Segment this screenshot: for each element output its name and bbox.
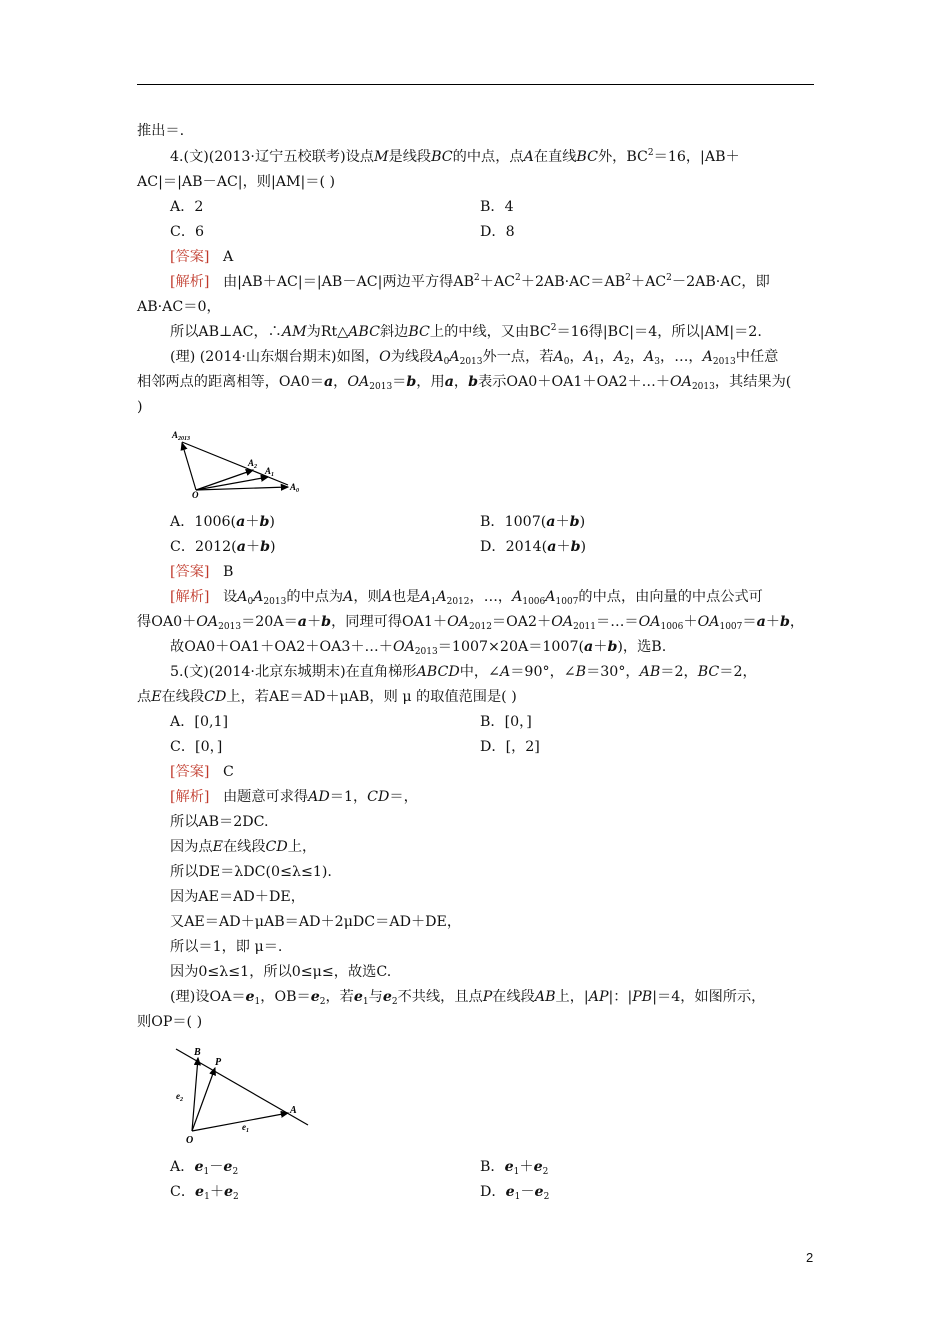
segment-a2013-a0 <box>182 442 288 485</box>
option-b: B．[0，] <box>480 714 532 730</box>
answer-tag: [答案] <box>170 249 210 265</box>
header-rule <box>137 84 814 85</box>
option-a: A．2 <box>170 199 204 215</box>
question-4b-header: (理) (2014·山东烟台期末)如图，O为线段$A_0A_{2013}$外一点，若$A_0$，$A_1$，$A_2$，$A_3$，…，$A_{2013}$中任意 <box>170 349 779 367</box>
answer-line: [答案] B <box>170 564 234 580</box>
label-a: A <box>290 1105 297 1116</box>
option-c: C．6 <box>170 224 205 240</box>
answer-tag: [答案] <box>170 564 210 580</box>
analysis-line: [解析] 由|AB＋AC|＝|AB－AC|两边平方得$AB^2+AC^2+2AB\cdot AC=AB^2+AC^2-2AB\cdot AC$，即 <box>170 273 770 290</box>
analysis-line: 因为点E在线段CD上， <box>170 839 317 855</box>
option-b: B．4 <box>480 199 514 215</box>
text-line: 推出＝. <box>137 123 185 139</box>
analysis-line: [解析] 设$A_0A_{2013}$的中点为A，则A也是$A_1A_{2012}$，…，$A_{1006}A_{1007}$的中点，由向量的中点公式可 <box>170 589 763 607</box>
question-5-line2: 点E在线段CD上，若AE＝AD＋μAB，则 μ 的取值范围是( ) <box>137 689 517 705</box>
option-d: D．[，2] <box>480 739 540 755</box>
analysis-line: 故$OA0+OA1+OA2+OA3+\dots+OA_{2013}=1007\times 20A=1007(a+b)$，选B. <box>170 639 667 657</box>
label-e2: $e_2$ <box>176 1091 183 1103</box>
page-number: 2 <box>806 1250 814 1265</box>
vector-o-a2013 <box>182 443 196 490</box>
question-4-header: 4.(文)(2013·辽宁五校联考)设点M是线段BC的中点，点A在直线BC外，$BC^2=16$，|AB＋ <box>170 148 740 165</box>
option-d: D．8 <box>480 224 515 240</box>
label-a1: $A_1$ <box>265 466 275 478</box>
answer-line: [答案] A <box>170 249 234 265</box>
question-4-line2: AC|＝|AB－AC|，则|AM|＝( ) <box>137 174 336 190</box>
label-a2013: $A_{2013}$ <box>172 430 191 442</box>
analysis-line: 得$OA0+OA_{2013}=20A=a+b$，同理可得$OA1+OA_{2012}=OA2+OA_{2011}=\dots=OA_{1006}+OA_{1007}=a+b$， <box>137 614 805 632</box>
analysis-line: 所以AB⊥AC，∴AM为Rt△ABC斜边BC上的中线，又由$BC^2=16$得|BC|＝4，所以|AM|＝2. <box>170 323 762 340</box>
answer-tag: [答案] <box>170 764 210 780</box>
analysis-line: 因为0≤λ≤1，所以0≤μ≤，故选C. <box>170 964 392 980</box>
label-a0: $A_0$ <box>290 482 300 494</box>
question-4b-line3: ) <box>137 399 143 415</box>
question-5b-line2: 则OP＝( ) <box>137 1014 203 1030</box>
option-b: B．$e_1+e_2$ <box>480 1159 549 1177</box>
option-a: A．$e_1-e_2$ <box>170 1159 239 1177</box>
option-d: D．$e_1-e_2$ <box>480 1184 550 1202</box>
vector-o-a2 <box>196 470 253 490</box>
analysis-tag: [解析] <box>170 274 210 290</box>
analysis-tag: [解析] <box>170 589 210 605</box>
analysis-line: 又AE＝AD＋μAB＝AD＋2μDC＝AD＋DE， <box>170 914 462 930</box>
question-4b-line2: 相邻两点的距离相等，OA0＝a，$OA_{2013}=b$，用a，b表示$OA0+OA1+OA2+\dots+OA_{2013}$，其结果为( <box>137 374 792 392</box>
vector-op <box>192 1068 215 1131</box>
option-a: A．1006(a＋b) <box>170 514 275 530</box>
answer-line: [答案] C <box>170 764 234 780</box>
option-b: B．1007(a＋b) <box>480 514 586 530</box>
option-c: C．2012(a＋b) <box>170 539 276 555</box>
vector-e2 <box>192 1058 198 1131</box>
label-o: O <box>192 490 199 500</box>
analysis-line: 所以＝1，即 μ＝. <box>170 939 283 955</box>
option-c: C．$e_1+e_2$ <box>170 1184 239 1202</box>
option-a: A．[0,1] <box>170 714 229 730</box>
vector-e1 <box>192 1113 288 1131</box>
label-p: P <box>215 1057 222 1068</box>
label-b: B <box>194 1047 201 1058</box>
option-c: C．[0，] <box>170 739 223 755</box>
label-e1: $e_1$ <box>242 1122 249 1134</box>
label-a2: $A_2$ <box>248 458 258 470</box>
analysis-line: [解析] 由题意可求得AD＝1，CD＝， <box>170 789 418 805</box>
analysis-line: 所以AB＝2DC. <box>170 814 269 830</box>
question-5b-header: (理)设$OA=e_1$，$OB=e_2$，若$e_1$与$e_2$不共线，且点P在线段AB上，|AP|：|PB|＝4，如图所示， <box>170 989 766 1007</box>
option-d: D．2014(a＋b) <box>480 539 587 555</box>
figure-points-a0-a2013 <box>168 428 308 500</box>
analysis-line: 所以DE＝λDC(0≤λ≤1). <box>170 864 332 880</box>
question-5-header: 5.(文)(2014·北京东城期末)在直角梯形ABCD中，∠A＝90°，∠B＝30°，AB＝2，BC＝2， <box>170 664 757 680</box>
label-o: O <box>186 1135 194 1146</box>
analysis-line: AB·AC＝0， <box>137 299 221 315</box>
figure-vector-op <box>168 1043 313 1145</box>
analysis-tag: [解析] <box>170 789 210 805</box>
analysis-line: 因为AE＝AD＋DE， <box>170 889 305 905</box>
